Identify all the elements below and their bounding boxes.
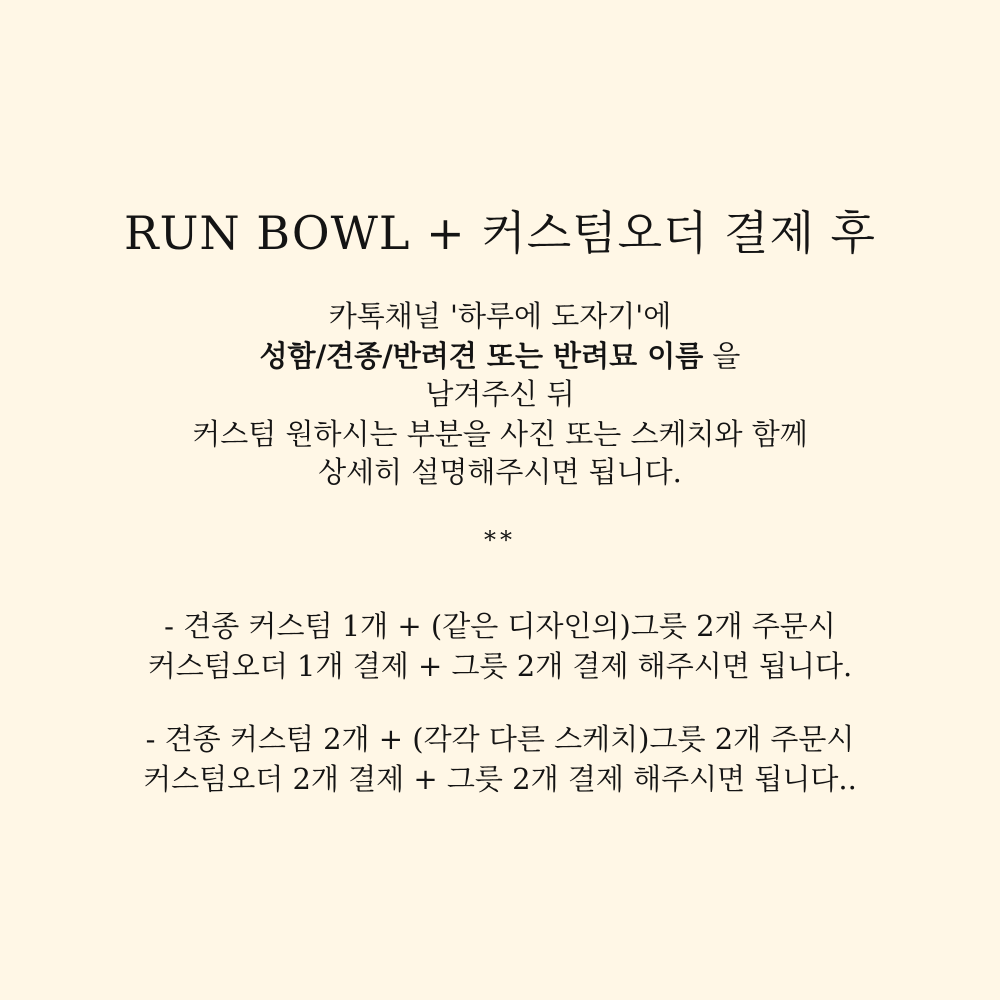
note-1-line-1: - 견종 커스텀 1개 + (같은 디자인의)그릇 2개 주문시 xyxy=(164,609,836,643)
instruction-required-info: 성함/견종/반려견 또는 반려묘 이름 xyxy=(259,339,704,373)
instruction-line-1: 카톡채널 '하루에 도자기'에 xyxy=(328,299,672,333)
instruction-line-4: 커스텀 원하시는 부분을 사진 또는 스케치와 함께 xyxy=(192,417,808,451)
instruction-line-5: 상세히 설명해주시면 됩니다. xyxy=(318,455,682,489)
section-separator: ** xyxy=(484,526,516,554)
note-1-line-2: 커스텀오더 1개 결제 + 그릇 2개 결제 해주시면 됩니다. xyxy=(147,649,853,683)
instruction-line-2 xyxy=(0,336,1000,376)
instruction-line-3: 남겨주신 뒤 xyxy=(425,377,575,411)
instruction-line-2-suffix: 을 xyxy=(703,339,741,373)
page-title: RUN BOWL + 커스텀오더 결제 후 xyxy=(124,206,876,260)
note-2-line-2: 커스텀오더 2개 결제 + 그릇 2개 결제 해주시면 됩니다.. xyxy=(143,762,857,796)
note-2-line-1: - 견종 커스텀 2개 + (각각 다른 스케치)그릇 2개 주문시 xyxy=(145,722,855,756)
